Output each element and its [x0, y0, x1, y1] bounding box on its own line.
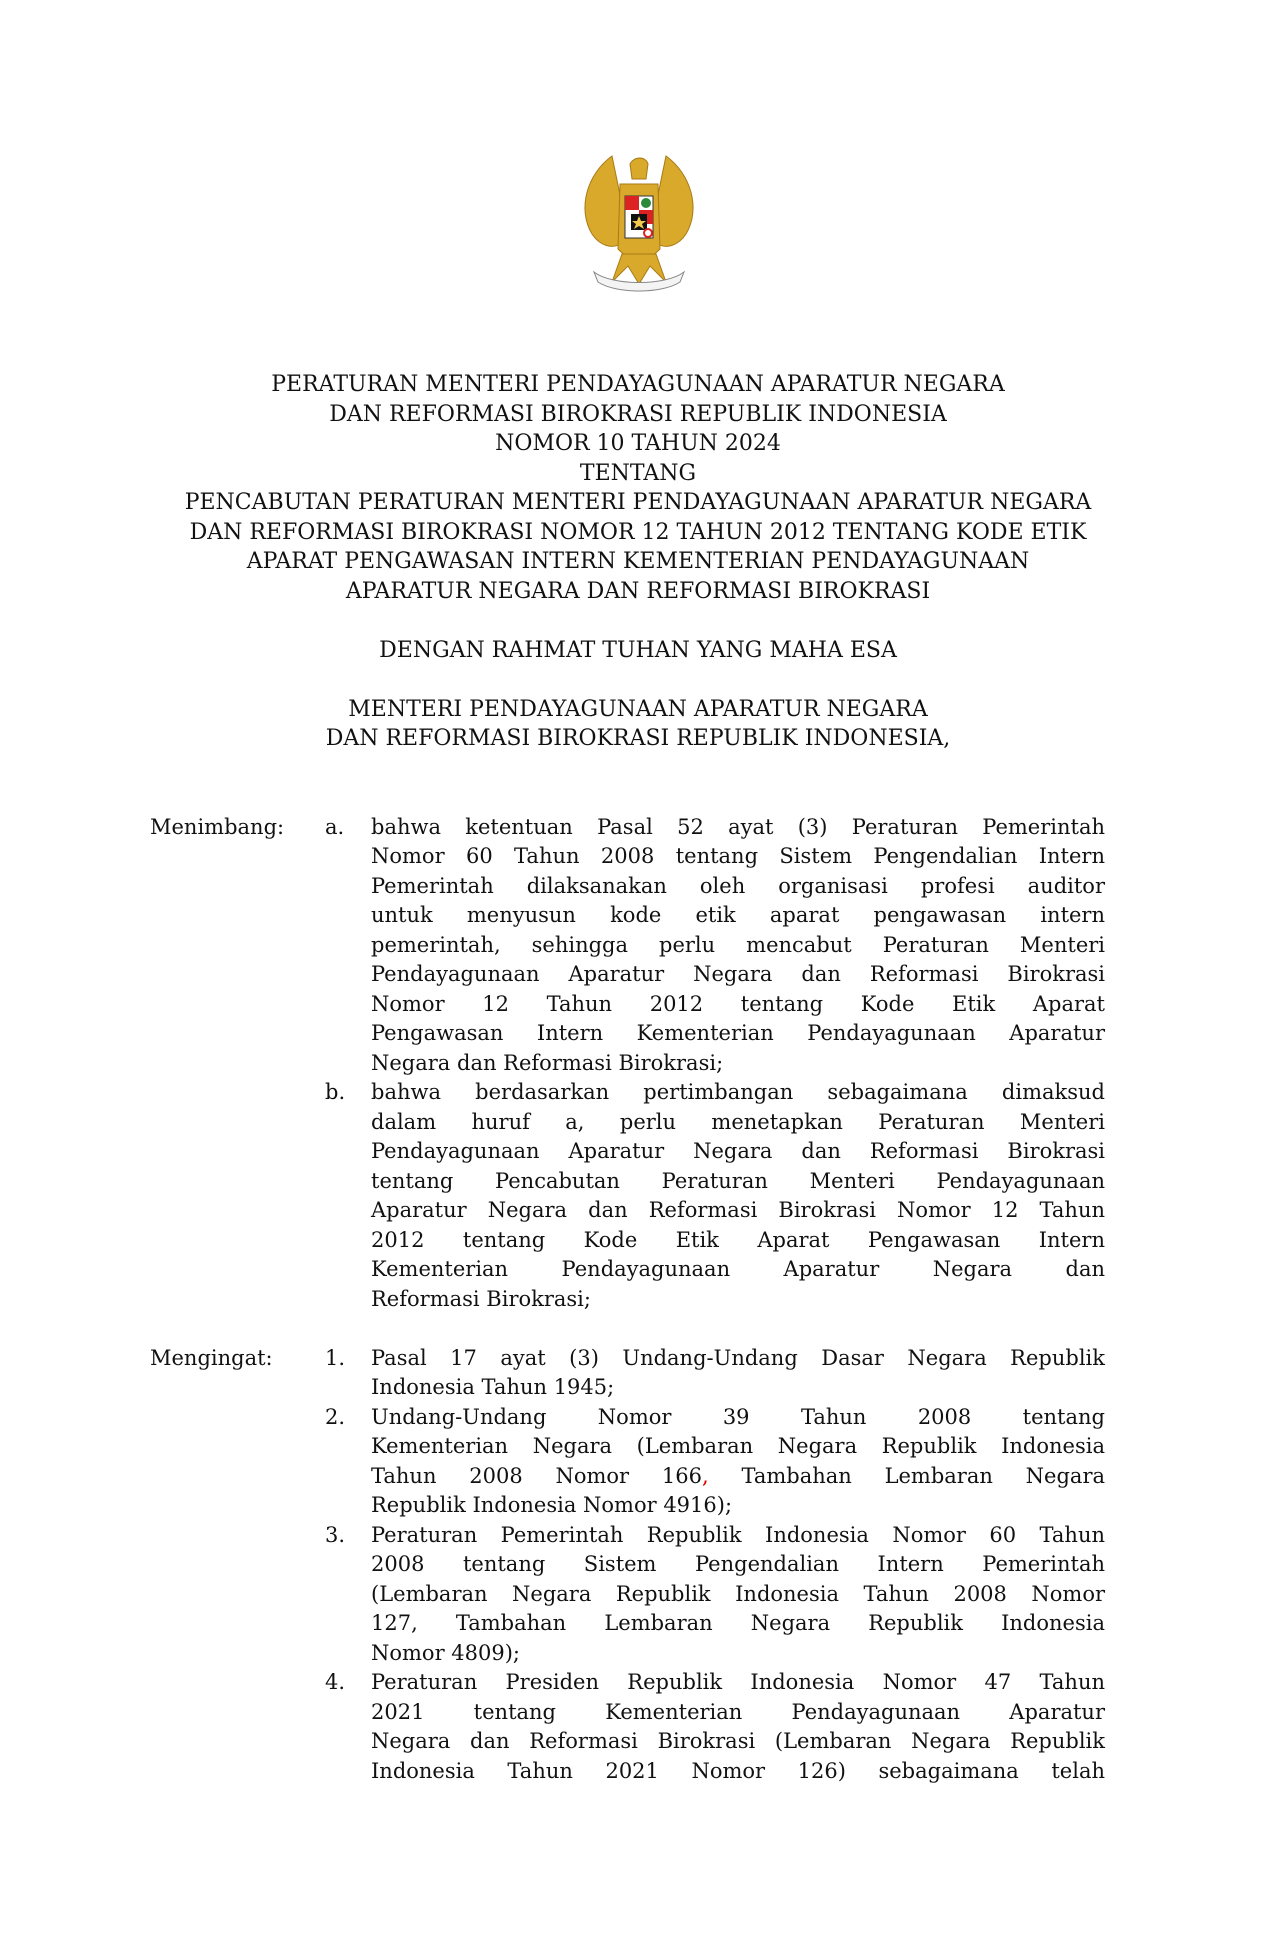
text-line: Reformasi Birokrasi;	[371, 1286, 591, 1311]
text-line: Pasal 17 ayat (3) Undang-Undang Dasar Negara Republik	[371, 1345, 1105, 1370]
item-marker: 4.	[325, 1670, 346, 1694]
text-line: dalam huruf a, perlu menetapkan Peraturan Menteri	[371, 1109, 1105, 1134]
list-item	[0, 1078, 1276, 1314]
text-line: Kementerian Negara (Lembaran Negara Republik Indonesia	[371, 1434, 1105, 1458]
text-segment: Tambahan Lembaran Negara	[708, 1463, 1106, 1488]
text-segment: Tahun 2008 Nomor 166	[371, 1463, 702, 1488]
title-line: APARATUR NEGARA DAN REFORMASI BIROKRASI	[345, 578, 931, 604]
text-line: tentang Pencabutan Peraturan Menteri Pendayagunaan	[371, 1168, 1105, 1193]
text-line: Indonesia Tahun 2021 Nomor 126) sebagaimana telah	[371, 1758, 1105, 1783]
text-line: 127, Tambahan Lembaran Negara Republik Indonesia	[371, 1611, 1105, 1635]
highlighted-comma: ,	[701, 1463, 709, 1488]
text-line: 2021 tentang Kementerian Pendayagunaan Aparatur	[371, 1699, 1105, 1724]
text-line: Kementerian Pendayagunaan Aparatur Negara dan	[371, 1257, 1105, 1281]
section-mengingat	[0, 1344, 1276, 1787]
minister-heading	[0, 695, 1276, 754]
text-line: Pendayagunaan Aparatur Negara dan Reformasi Birokrasi	[371, 1139, 1105, 1163]
text-line: bahwa ketentuan Pasal 52 ayat (3) Peraturan Pemerintah	[371, 814, 1105, 839]
text-line: Negara dan Reformasi Birokrasi;	[371, 1050, 724, 1075]
item-marker: a.	[325, 814, 345, 839]
item-marker: b.	[325, 1080, 346, 1104]
text-line: Peraturan Pemerintah Republik Indonesia Nomor 60 Tahun	[371, 1522, 1105, 1547]
text-line	[371, 1462, 1105, 1492]
list-item	[0, 813, 1276, 1079]
text-line: Republik Indonesia Nomor 4916);	[371, 1493, 733, 1517]
text-line: Pengawasan Intern Kementerian Pendayagunaan Aparatur	[371, 1021, 1105, 1045]
invocation: DENGAN RAHMAT TUHAN YANG MAHA ESA	[379, 637, 897, 663]
regulation-document	[0, 370, 1276, 1786]
text-line: Negara dan Reformasi Birokrasi (Lembaran Negara Republik	[371, 1729, 1105, 1753]
text-line: Pemerintah dilaksanakan oleh organisasi profesi auditor	[371, 873, 1105, 898]
title-line: NOMOR 10 TAHUN 2024	[495, 431, 781, 456]
list-item	[0, 1521, 1276, 1669]
text-line: (Lembaran Negara Republik Indonesia Tahun 2008 Nomor	[371, 1581, 1105, 1606]
section-label: Mengingat:	[150, 1345, 273, 1370]
minister-line: DAN REFORMASI BIROKRASI REPUBLIK INDONESIA,	[325, 726, 951, 751]
item-marker: 2.	[325, 1404, 346, 1429]
text-line: pemerintah, sehingga perlu mencabut Peraturan Menteri	[371, 932, 1105, 957]
list-item	[0, 1403, 1276, 1521]
list-item	[0, 1668, 1276, 1786]
text-line: Nomor 60 Tahun 2008 tentang Sistem Pengendalian Intern	[371, 844, 1105, 868]
text-line: Pendayagunaan Aparatur Negara dan Reformasi Birokrasi	[371, 962, 1105, 986]
section-label: Menimbang:	[150, 814, 285, 839]
garuda-pancasila-emblem	[572, 154, 706, 296]
text-line: Peraturan Presiden Republik Indonesia Nomor 47 Tahun	[371, 1670, 1105, 1694]
section-menimbang	[0, 813, 1276, 1315]
text-line: Nomor 4809);	[371, 1640, 520, 1665]
text-line: Nomor 12 Tahun 2012 tentang Kode Etik Aparat	[371, 991, 1105, 1016]
title-line: APARAT PENGAWASAN INTERN KEMENTERIAN PENDAYAGUNAAN	[246, 549, 1030, 574]
item-marker: 1.	[325, 1345, 346, 1370]
text-line: Aparatur Negara dan Reformasi Birokrasi Nomor 12 Tahun	[371, 1198, 1105, 1222]
text-line: bahwa berdasarkan pertimbangan sebagaimana dimaksud	[371, 1080, 1105, 1104]
text-line: 2008 tentang Sistem Pengendalian Intern Pemerintah	[371, 1552, 1105, 1576]
list-item	[0, 1344, 1276, 1403]
title-line: DAN REFORMASI BIROKRASI REPUBLIK INDONESIA	[329, 401, 947, 427]
title-line: DAN REFORMASI BIROKRASI NOMOR 12 TAHUN 2012 TENTANG KODE ETIK	[189, 519, 1087, 545]
item-marker: 3.	[325, 1522, 346, 1547]
regulation-title	[0, 370, 1276, 606]
text-line: 2012 tentang Kode Etik Aparat Pengawasan Intern	[371, 1227, 1105, 1252]
spacer	[0, 1314, 1276, 1344]
title-line: TENTANG	[579, 460, 697, 486]
title-line: PERATURAN MENTERI PENDAYAGUNAAN APARATUR NEGARA	[271, 372, 1005, 397]
title-line: PENCABUTAN PERATURAN MENTERI PENDAYAGUNAAN APARATUR NEGARA	[184, 490, 1092, 515]
text-line: Undang-Undang Nomor 39 Tahun 2008 tentang	[371, 1404, 1105, 1429]
minister-line: MENTERI PENDAYAGUNAAN APARATUR NEGARA	[348, 696, 928, 722]
text-line: untuk menyusun kode etik aparat pengawasan intern	[371, 903, 1105, 927]
considerations-body	[0, 813, 1276, 1787]
text-line: Indonesia Tahun 1945;	[371, 1375, 615, 1399]
